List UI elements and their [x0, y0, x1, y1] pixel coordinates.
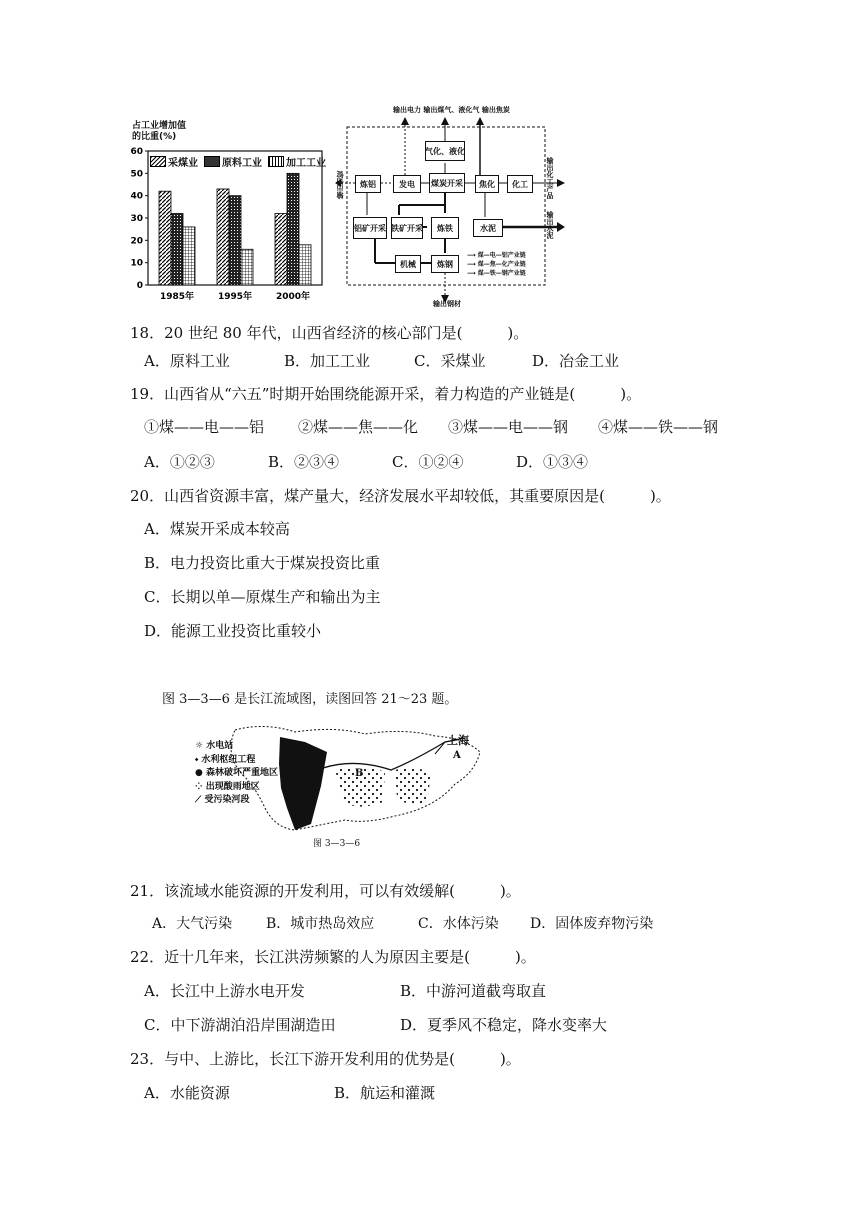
legend-hydropower: ☼ 水电站 — [195, 741, 234, 751]
polluted-river-icon: ⟋ — [195, 795, 202, 805]
q19-chain-1: ①煤——电——铝 — [144, 418, 265, 436]
y-tick-label: 60 — [130, 147, 143, 157]
node-iron: 炼铁 — [431, 217, 459, 239]
node-iron-ore: 铁矿开采 — [391, 217, 423, 239]
q18-option-c: C．采煤业 — [414, 352, 486, 370]
industry-chain-diagram — [335, 105, 565, 308]
q20-option-d: D．能源工业投资比重较小 — [144, 622, 322, 640]
q21-option-a: A．大气污染 — [152, 916, 233, 932]
node-machinery: 机械 — [395, 255, 421, 273]
legend-item — [204, 154, 262, 169]
q19-option-b: B．②③④ — [268, 453, 340, 471]
q23-option-b: B．航运和灌溉 — [334, 1084, 436, 1102]
q20-option-c: C．长期以单—原煤生产和输出为主 — [144, 588, 381, 606]
legend-label: 采煤业 — [168, 158, 198, 169]
q18-option-d: D．冶金工业 — [532, 352, 620, 370]
q20-option-b: B．电力投资比重大于煤炭投资比重 — [144, 554, 381, 572]
node-aluminum: 炼铝 — [355, 175, 381, 193]
legend-line-2: ⟶ 煤—焦—化产业链 — [467, 261, 526, 268]
node-bauxite: 铝矿开采 — [353, 217, 387, 239]
map-label-a: A — [453, 750, 461, 761]
top-output-label: 输出电力 输出煤气、液化气 输出焦炭 — [393, 106, 510, 114]
legend-line-1: ⟶ 煤—电—铝产业链 — [467, 252, 526, 259]
legend-label: 原料工业 — [222, 158, 262, 169]
bar-3 — [299, 245, 311, 285]
diagram-lines — [335, 105, 565, 305]
map-label-b: B — [355, 768, 364, 779]
legend-item — [150, 154, 198, 169]
left-output-label: 输出铝锭 — [336, 171, 344, 199]
map-intro: 图 3—3—6 是长江流域图，读图回答 21～23 题。 — [162, 692, 458, 707]
q21-option-d: D．固体废弃物污染 — [530, 916, 654, 932]
hydropower-icon: ☼ — [195, 741, 204, 751]
deforestation-icon: ● — [195, 768, 203, 778]
legend-acid-rain: ⁘ 出现酸雨地区 — [195, 781, 260, 792]
legend-label: 加工工业 — [286, 158, 326, 169]
q21-option-c: C．水体污染 — [418, 916, 499, 932]
y-tick-label: 40 — [130, 191, 143, 202]
legend-item — [268, 154, 326, 169]
node-coal: 煤炭开采 — [429, 173, 465, 193]
x-tick-label: 1995年 — [217, 292, 253, 302]
legend-line-3: ⟶ 煤—铁—钢产业链 — [467, 270, 526, 277]
q19-option-a: A．①②③ — [144, 453, 215, 471]
q19-chain-4: ④煤——铁——钢 — [598, 418, 719, 436]
q20-stem: 20．山西省资源丰富，煤产量大，经济发展水平却较低，其重要原因是( )。 — [130, 487, 671, 505]
y-tick-label: 20 — [130, 236, 143, 247]
q19-chain-3: ③煤——电——钢 — [448, 418, 569, 436]
legend-water-project: ⬩ 水利枢纽工程 — [195, 754, 256, 765]
q19-option-c: C．①②④ — [392, 453, 464, 471]
q18-stem: 18．20 世纪 80 年代，山西省经济的核心部门是( )。 — [130, 324, 529, 342]
bar-1 — [275, 214, 287, 285]
bar-2 — [229, 196, 241, 285]
q20-option-a: A．煤炭开采成本较高 — [144, 520, 290, 538]
chart-legend — [150, 154, 326, 169]
y-tick-label: 0 — [136, 281, 143, 291]
map-label-shanghai: 上海 — [447, 734, 469, 747]
right-output-label-1: 输出化工产品 — [546, 157, 554, 199]
map-caption: 图 3—3—6 — [313, 839, 361, 849]
q19-chain-2: ②煤——焦——化 — [298, 418, 419, 436]
acid-rain-icon: ⁘ — [195, 781, 203, 792]
legend-polluted-river: ⟋ 受污染河段 — [195, 795, 250, 805]
water-project-icon: ⬩ — [195, 754, 199, 765]
node-chemical: 化工 — [507, 175, 533, 193]
legend-swatch-cross — [204, 156, 220, 167]
x-tick-label: 2000年 — [275, 292, 311, 302]
q21-option-b: B．城市热岛效应 — [266, 916, 375, 932]
legend-deforestation: ● 森林破坏严重地区 — [195, 768, 279, 778]
diagram-legend — [467, 251, 526, 278]
legend-swatch-diag — [150, 156, 166, 167]
node-cement: 水泥 — [473, 219, 503, 237]
bar-2 — [171, 214, 183, 285]
q18-option-b: B．加工工业 — [284, 352, 371, 370]
node-coking: 焦化 — [475, 175, 499, 193]
map-legend — [195, 740, 278, 808]
bar-chart-svg — [110, 115, 335, 305]
y-tick-label: 50 — [130, 169, 143, 180]
right-output-label-2: 输出水泥 — [546, 211, 554, 239]
q23-option-a: A．水能资源 — [144, 1084, 230, 1102]
y-tick-label: 10 — [130, 258, 143, 269]
q23-stem: 23．与中、上游比，长江下游开发利用的优势是( )。 — [130, 1050, 521, 1068]
yangtze-map — [195, 712, 485, 850]
q19-option-d: D．①③④ — [516, 453, 589, 471]
bottom-output-label: 输出钢材 — [433, 300, 461, 308]
node-gas: 气化、液化 — [425, 141, 465, 161]
q22-option-d: D．夏季风不稳定，降水变率大 — [400, 1016, 608, 1034]
bar-3 — [183, 227, 195, 285]
q22-option-c: C．中下游湖泊沿岸围湖造田 — [144, 1016, 336, 1034]
q22-stem: 22．近十几年来，长江洪涝频繁的人为原因主要是( )。 — [130, 948, 536, 966]
node-steel: 炼钢 — [431, 255, 459, 273]
chart-title: 占工业增加值的比重(%) — [132, 121, 187, 142]
q21-stem: 21．该流域水能资源的开发利用，可以有效缓解( )。 — [130, 882, 521, 900]
bar-3 — [241, 249, 253, 285]
q22-option-a: A．长江中上游水电开发 — [144, 982, 305, 1000]
bar-chart-figure — [110, 115, 335, 305]
y-tick-label: 30 — [130, 214, 143, 224]
q19-stem: 19．山西省从“六五”时期开始围绕能源开采，着力构造的产业链是( )。 — [130, 385, 642, 403]
q22-option-b: B．中游河道截弯取直 — [400, 982, 547, 1000]
bar-1 — [159, 191, 171, 285]
x-tick-label: 1985年 — [159, 292, 195, 302]
legend-swatch-grid — [268, 156, 284, 167]
node-power: 发电 — [393, 175, 421, 193]
bar-2 — [287, 173, 299, 285]
q18-option-a: A．原料工业 — [144, 352, 230, 370]
bar-1 — [217, 189, 229, 285]
